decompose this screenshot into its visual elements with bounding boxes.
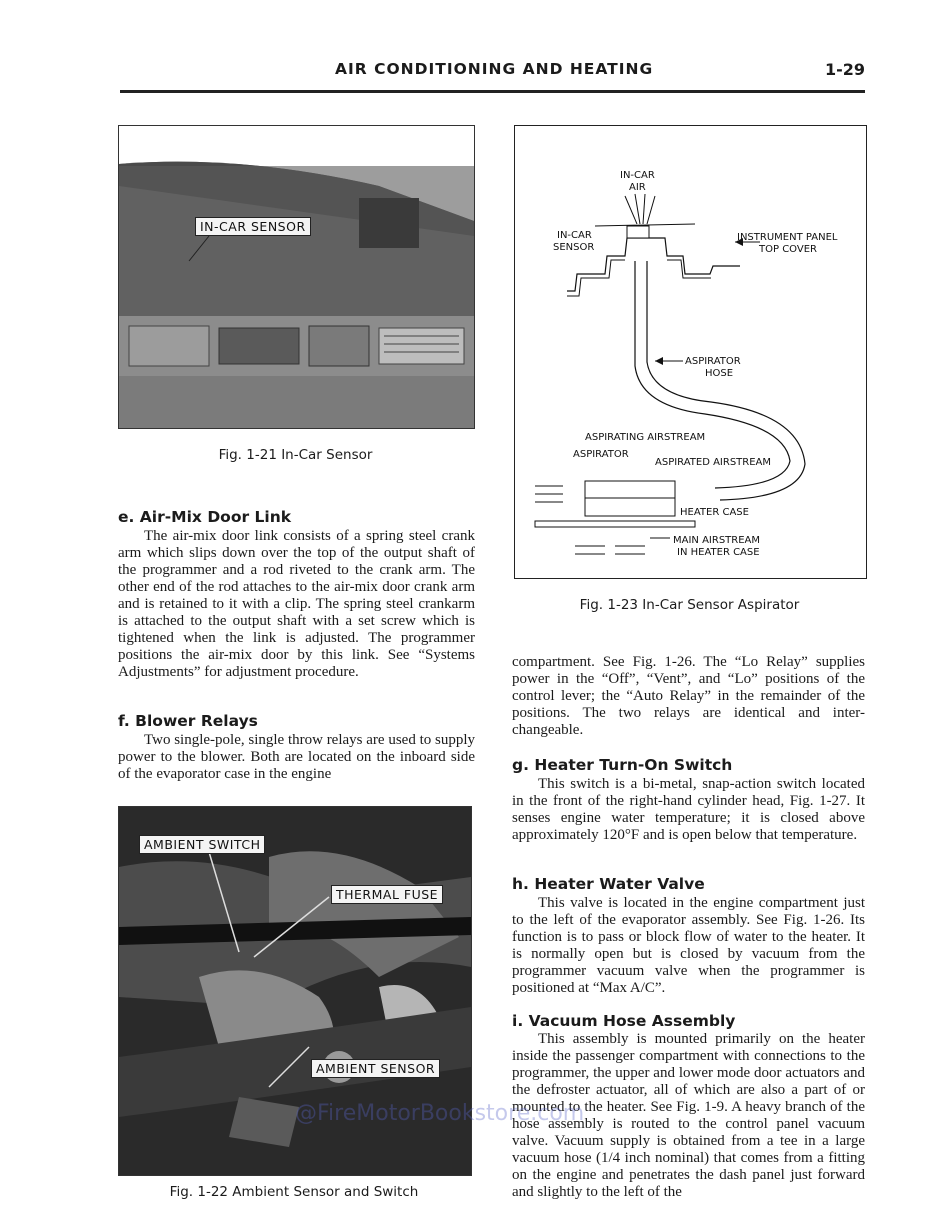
label-panel-2: TOP COVER (759, 244, 817, 255)
section-f-cont-text: compartment. See Fig. 1-26. The “Lo Relay” supplies power in the “Off”, “Vent”, and “Lo” positions of the control lever; the “Auto Relay” in the remainder of the positions. The two relays are identical and inter-changeable. (512, 654, 865, 738)
section-g-heading: g. Heater Turn-On Switch (512, 756, 733, 774)
header-rule (120, 90, 865, 93)
callout-ambient-sensor: AMBIENT SENSOR (311, 1059, 440, 1078)
label-panel-1: INSTRUMENT PANEL (737, 232, 838, 243)
page-header (120, 60, 865, 88)
label-hose-1: ASPIRATOR (685, 356, 741, 367)
watermark: @FireMotorBookstore.com (295, 1101, 585, 1126)
label-hose-2: HOSE (705, 368, 734, 379)
callout-ambient-switch: AMBIENT SWITCH (139, 835, 265, 854)
section-i-heading: i. Vacuum Hose Assembly (512, 1012, 736, 1030)
fig-1-22-caption: Fig. 1-22 Ambient Sensor and Switch (169, 1184, 419, 1200)
fig-1-23-diagram (514, 125, 867, 579)
callout-thermal-fuse: THERMAL FUSE (331, 885, 443, 904)
section-h-body (512, 895, 865, 997)
page-title: AIR CONDITIONING AND HEATING (335, 60, 654, 78)
fig-1-23-caption: Fig. 1-23 In-Car Sensor Aspirator (579, 597, 800, 613)
section-f-text: Two single-pole, single throw relays are used to supply power to the blower. Both are located on the inboard side of the evaporator case in the engine (118, 732, 475, 782)
dashboard-image (119, 126, 474, 428)
label-aspirator: ASPIRATOR (573, 449, 629, 460)
label-in-car-sensor-2: SENSOR (553, 242, 595, 253)
fig-1-21-caption: Fig. 1-21 In-Car Sensor (218, 447, 373, 463)
section-f-heading: f. Blower Relays (118, 712, 258, 730)
label-main-1: MAIN AIRSTREAM (673, 535, 761, 546)
section-e-heading: e. Air-Mix Door Link (118, 508, 292, 526)
aspirator-diagram (515, 126, 866, 578)
label-in-car-air-2: AIR (629, 182, 646, 193)
fig-1-21-photo (118, 125, 475, 429)
section-g-text: This switch is a bi-metal, snap-action switch located in the front of the right-hand cylinder head, Fig. 1-27. It senses engine water temperature; it is closed above approximately 120°F and is open below that temperature. (512, 776, 865, 843)
label-in-car-sensor-1: IN-CAR (557, 230, 592, 241)
section-e-body (118, 528, 475, 681)
section-h-heading: h. Heater Water Valve (512, 875, 705, 893)
label-aspirating: ASPIRATING AIRSTREAM (585, 432, 706, 443)
section-i-text: This assembly is mounted primarily on the heater inside the passenger compartment with connections to the programmer, the upper and lower mode door actuators and the defroster actuator, all of which are also a part of or mounted to the heater. See Fig. 1-9. A heavy branch of the hose assembly is routed to the control panel vacuum valve. Vacuum supply is obtained from a tee in a large vacuum hose (1/4 inch nominal) that comes from a fitting on the engine and penetrates the dash panel just forward and slightly to the left of the (512, 1031, 865, 1200)
callout-in-car-sensor: IN-CAR SENSOR (195, 217, 311, 236)
section-f-body (118, 732, 475, 783)
section-f-continued (512, 654, 865, 739)
page-number: 1-29 (824, 60, 865, 79)
label-heater-case: HEATER CASE (680, 507, 749, 518)
section-h-text: This valve is located in the engine compartment just to the left of the evaporator assembly. See Fig. 1-26. Its function is to pass or block flow of water to the heater. It is normally open but is closed by vacuum from the programmer vacuum valve when the programmer is positioned at “Max A/C”. (512, 895, 865, 996)
label-in-car-air-1: IN-CAR (620, 170, 655, 181)
label-aspirated: ASPIRATED AIRSTREAM (655, 457, 772, 468)
label-main-2: IN HEATER CASE (677, 547, 760, 558)
section-e-text: The air-mix door link consists of a spring steel crank arm which slips down over the top of the output shaft of the programmer and a rod riveted to the crank arm. The other end of the rod attaches to the air-mix door crank arm and is retained to it with a clip. The spring steel crankarm is attached to the output shaft with a set screw which is tightened when the link is adjusted. The programmer positions the air-mix door by this link. See “Systems Adjustments” for adjustment procedure. (118, 528, 475, 680)
section-g-body (512, 776, 865, 844)
